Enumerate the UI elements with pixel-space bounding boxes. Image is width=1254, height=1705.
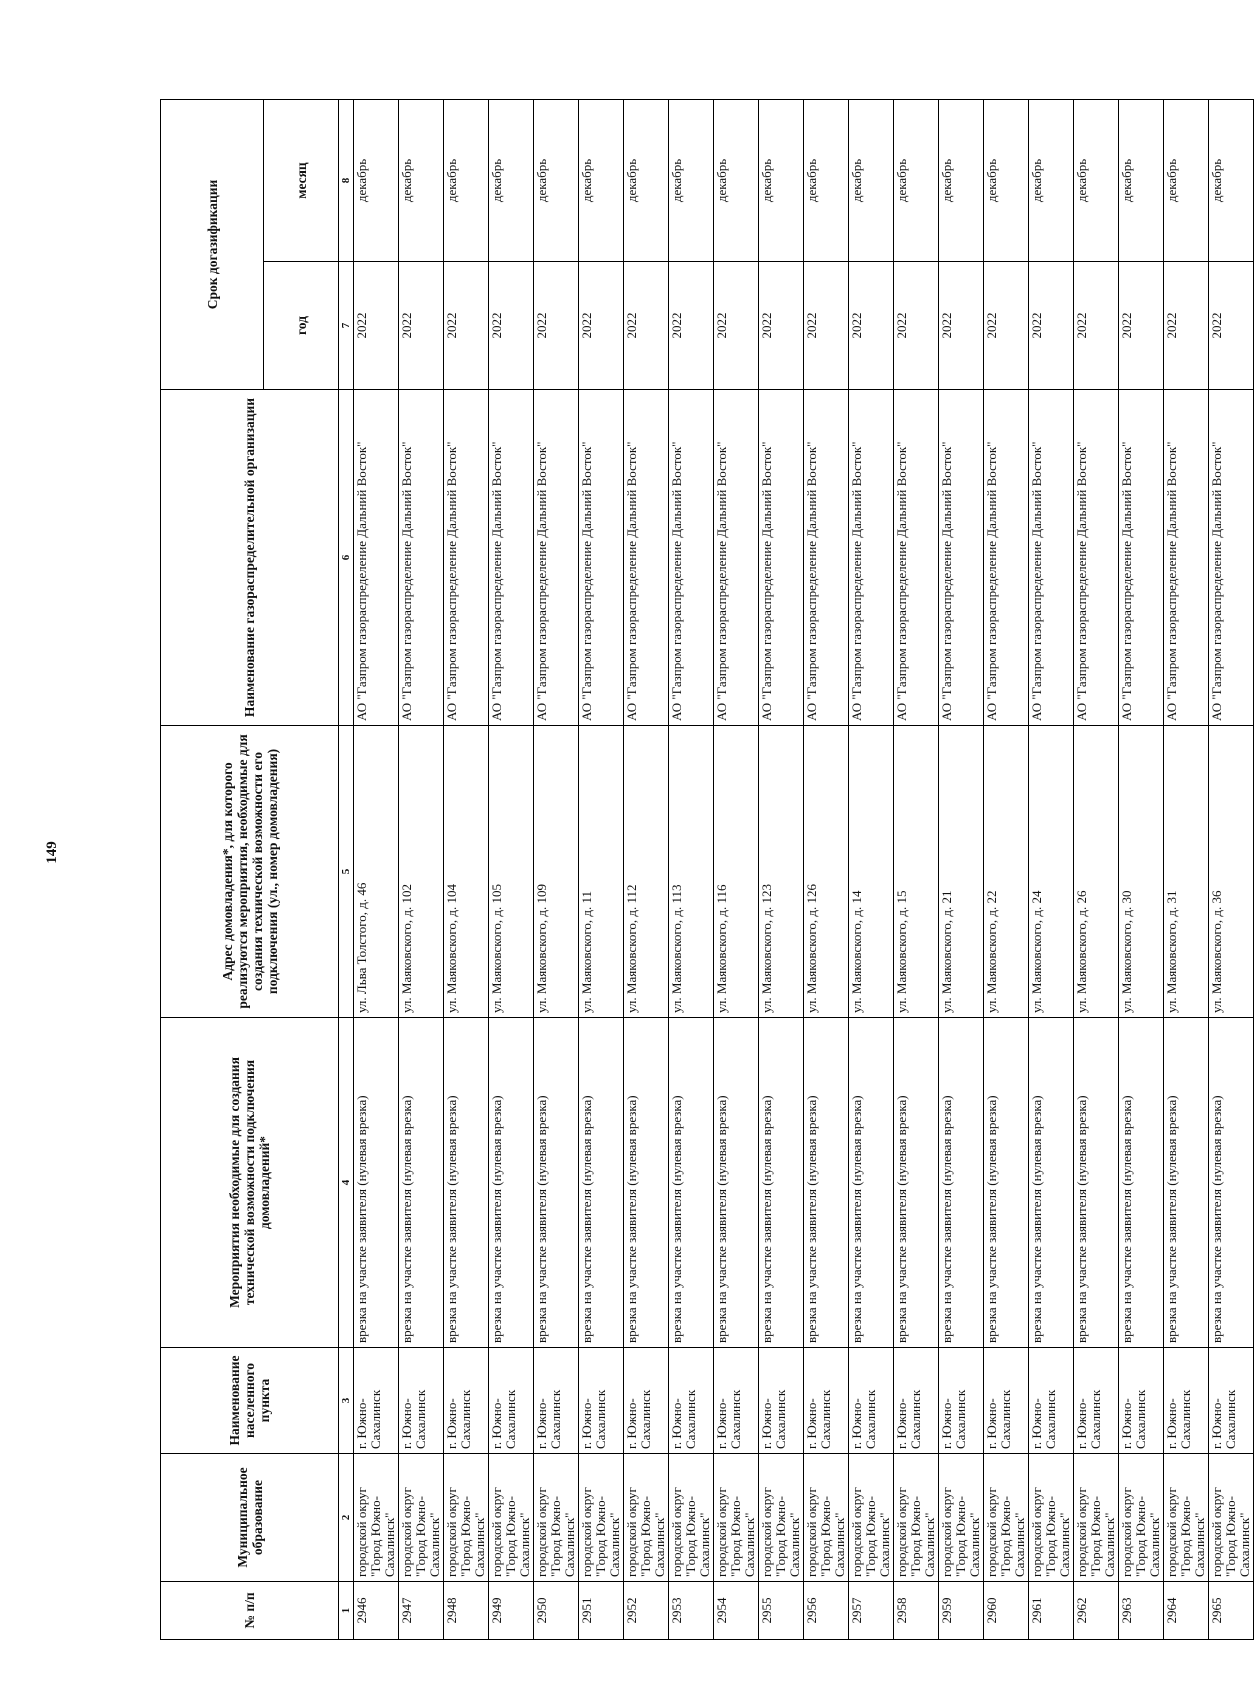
cell-address: ул. Маяковского, д. 113 [669,726,714,1018]
table-row [489,99,534,1639]
cell-gdo: АО "Газпром газораспределение Дальний Восток" [354,390,399,726]
cell-settlement: г. Южно-Сахалинск [804,1348,849,1454]
cell-num: 2960 [984,1582,1029,1640]
table-row [894,99,939,1639]
cell-num: 2951 [579,1582,624,1640]
cell-settlement: г. Южно-Сахалинск [1029,1348,1074,1454]
cell-month: декабрь [354,99,399,261]
cell-month: декабрь [1029,99,1074,261]
cell-address: ул. Маяковского, д. 31 [1164,726,1209,1018]
cell-year: 2022 [939,262,984,390]
cell-month: декабрь [669,99,714,261]
cell-settlement: г. Южно-Сахалинск [354,1348,399,1454]
cell-settlement: г. Южно-Сахалинск [759,1348,804,1454]
cell-gdo: АО "Газпром газораспределение Дальний Восток" [849,390,894,726]
cell-num: 2958 [894,1582,939,1640]
cell-municipality: городской округ "Город Южно-Сахалинск" [1074,1454,1119,1582]
cell-measures: врезка на участке заявителя (нулевая врезка) [804,1018,849,1348]
col-number: 7 [339,262,354,390]
table-row [534,99,579,1639]
cell-num: 2954 [714,1582,759,1640]
cell-num: 2956 [804,1582,849,1640]
cell-num: 2961 [1029,1582,1074,1640]
page-number [36,0,68,1705]
table-body [354,99,1254,1639]
column-number-row [339,99,354,1639]
cell-month: декабрь [849,99,894,261]
cell-num: 2962 [1074,1582,1119,1640]
cell-month: декабрь [489,99,534,261]
gasification-table [160,99,1254,1640]
cell-settlement: г. Южно-Сахалинск [534,1348,579,1454]
cell-municipality: городской округ "Город Южно-Сахалинск" [354,1454,399,1582]
header-year: год [264,262,339,390]
cell-address: ул. Маяковского, д. 15 [894,726,939,1018]
cell-year: 2022 [849,262,894,390]
cell-month: декабрь [579,99,624,261]
cell-address: ул. Маяковского, д. 109 [534,726,579,1018]
cell-num: 2946 [354,1582,399,1640]
cell-year: 2022 [579,262,624,390]
cell-year: 2022 [1209,262,1254,390]
cell-measures: врезка на участке заявителя (нулевая врезка) [759,1018,804,1348]
table-row [939,99,984,1639]
cell-municipality: городской округ "Город Южно-Сахалинск" [399,1454,444,1582]
cell-settlement: г. Южно-Сахалинск [849,1348,894,1454]
cell-municipality: городской округ "Город Южно-Сахалинск" [894,1454,939,1582]
cell-year: 2022 [1029,262,1074,390]
table-row [399,99,444,1639]
cell-year: 2022 [399,262,444,390]
cell-num: 2950 [534,1582,579,1640]
cell-settlement: г. Южно-Сахалинск [1119,1348,1164,1454]
cell-address: ул. Маяковского, д. 21 [939,726,984,1018]
header-gdo: Наименование газораспределительной организации [161,390,339,726]
cell-settlement: г. Южно-Сахалинск [489,1348,534,1454]
cell-year: 2022 [714,262,759,390]
cell-measures: врезка на участке заявителя (нулевая врезка) [1209,1018,1254,1348]
cell-settlement: г. Южно-Сахалинск [624,1348,669,1454]
cell-gdo: АО "Газпром газораспределение Дальний Восток" [489,390,534,726]
cell-measures: врезка на участке заявителя (нулевая врезка) [579,1018,624,1348]
cell-month: декабрь [1074,99,1119,261]
cell-address: ул. Маяковского, д. 112 [624,726,669,1018]
cell-settlement: г. Южно-Сахалинск [939,1348,984,1454]
cell-municipality: городской округ "Город Южно-Сахалинск" [579,1454,624,1582]
cell-address: ул. Маяковского, д. 102 [399,726,444,1018]
col-number: 4 [339,1018,354,1348]
cell-municipality: городской округ "Город Южно-Сахалинск" [489,1454,534,1582]
col-number: 8 [339,99,354,261]
table-row [759,99,804,1639]
cell-num: 2964 [1164,1582,1209,1640]
header-measures: Мероприятия необходимые для создания технической возможности подключения домовладений* [161,1018,339,1348]
cell-gdo: АО "Газпром газораспределение Дальний Восток" [579,390,624,726]
cell-gdo: АО "Газпром газораспределение Дальний Восток" [669,390,714,726]
cell-gdo: АО "Газпром газораспределение Дальний Восток" [534,390,579,726]
cell-month: декабрь [444,99,489,261]
cell-gdo: АО "Газпром газораспределение Дальний Восток" [1164,390,1209,726]
cell-num: 2948 [444,1582,489,1640]
cell-month: декабрь [399,99,444,261]
cell-month: декабрь [939,99,984,261]
cell-settlement: г. Южно-Сахалинск [1209,1348,1254,1454]
cell-municipality: городской округ "Город Южно-Сахалинск" [1209,1454,1254,1582]
cell-settlement: г. Южно-Сахалинск [579,1348,624,1454]
cell-year: 2022 [489,262,534,390]
cell-address: ул. Маяковского, д. 104 [444,726,489,1018]
cell-gdo: АО "Газпром газораспределение Дальний Восток" [894,390,939,726]
cell-year: 2022 [354,262,399,390]
cell-year: 2022 [444,262,489,390]
table-row [1164,99,1209,1639]
table-row [714,99,759,1639]
header-address: Адрес домовладения*, для которого реализуются мероприятия, необходимые для создания технической возможности его подключения (ул., номер домовладения) [161,726,339,1018]
cell-num: 2953 [669,1582,714,1640]
cell-municipality: городской округ "Город Южно-Сахалинск" [1164,1454,1209,1582]
cell-measures: врезка на участке заявителя (нулевая врезка) [849,1018,894,1348]
cell-settlement: г. Южно-Сахалинск [984,1348,1029,1454]
cell-municipality: городской округ "Город Южно-Сахалинск" [759,1454,804,1582]
cell-month: декабрь [894,99,939,261]
cell-municipality: городской округ "Город Южно-Сахалинск" [534,1454,579,1582]
cell-settlement: г. Южно-Сахалинск [714,1348,759,1454]
cell-num: 2957 [849,1582,894,1640]
cell-measures: врезка на участке заявителя (нулевая врезка) [1164,1018,1209,1348]
cell-address: ул. Маяковского, д. 123 [759,726,804,1018]
cell-year: 2022 [894,262,939,390]
header-month: месяц [264,99,339,261]
cell-gdo: АО "Газпром газораспределение Дальний Восток" [1209,390,1254,726]
cell-year: 2022 [669,262,714,390]
header-deadline: Срок догазификации [161,99,264,389]
cell-month: декабрь [624,99,669,261]
cell-month: декабрь [1164,99,1209,261]
cell-month: декабрь [534,99,579,261]
cell-gdo: АО "Газпром газораспределение Дальний Восток" [624,390,669,726]
cell-address: ул. Маяковского, д. 26 [1074,726,1119,1018]
table-header [161,99,354,1639]
cell-year: 2022 [1074,262,1119,390]
cell-gdo: АО "Газпром газораспределение Дальний Восток" [804,390,849,726]
table-row [849,99,894,1639]
cell-measures: врезка на участке заявителя (нулевая врезка) [939,1018,984,1348]
cell-year: 2022 [759,262,804,390]
cell-gdo: АО "Газпром газораспределение Дальний Восток" [1074,390,1119,726]
cell-num: 2963 [1119,1582,1164,1640]
cell-address: ул. Маяковского, д. 116 [714,726,759,1018]
table-row [1119,99,1164,1639]
cell-gdo: АО "Газпром газораспределение Дальний Восток" [1119,390,1164,726]
header-municipality: Муниципальное образование [161,1454,339,1582]
cell-gdo: АО "Газпром газораспределение Дальний Восток" [984,390,1029,726]
cell-year: 2022 [534,262,579,390]
cell-municipality: городской округ "Город Южно-Сахалинск" [849,1454,894,1582]
cell-gdo: АО "Газпром газораспределение Дальний Восток" [399,390,444,726]
cell-month: декабрь [1209,99,1254,261]
cell-month: декабрь [759,99,804,261]
cell-address: ул. Маяковского, д. 36 [1209,726,1254,1018]
cell-municipality: городской округ "Город Южно-Сахалинск" [984,1454,1029,1582]
cell-measures: врезка на участке заявителя (нулевая врезка) [984,1018,1029,1348]
page-number-text: 149 [43,841,60,864]
col-number: 3 [339,1348,354,1454]
cell-address: ул. Маяковского, д. 30 [1119,726,1164,1018]
cell-address: ул. Маяковского, д. 11 [579,726,624,1018]
header-settlement: Наименование населенного пункта [161,1348,339,1454]
table-row [444,99,489,1639]
cell-gdo: АО "Газпром газораспределение Дальний Восток" [444,390,489,726]
col-number: 6 [339,390,354,726]
table-row [984,99,1029,1639]
cell-settlement: г. Южно-Сахалинск [1164,1348,1209,1454]
cell-measures: врезка на участке заявителя (нулевая врезка) [1074,1018,1119,1348]
table-row [804,99,849,1639]
cell-num: 2947 [399,1582,444,1640]
cell-municipality: городской округ "Город Южно-Сахалинск" [1119,1454,1164,1582]
cell-measures: врезка на участке заявителя (нулевая врезка) [1119,1018,1164,1348]
col-number: 1 [339,1582,354,1640]
cell-measures: врезка на участке заявителя (нулевая врезка) [444,1018,489,1348]
cell-num: 2955 [759,1582,804,1640]
cell-num: 2949 [489,1582,534,1640]
cell-measures: врезка на участке заявителя (нулевая врезка) [714,1018,759,1348]
cell-measures: врезка на участке заявителя (нулевая врезка) [534,1018,579,1348]
table-row [1209,99,1254,1639]
cell-gdo: АО "Газпром газораспределение Дальний Восток" [759,390,804,726]
col-number: 2 [339,1454,354,1582]
cell-num: 2952 [624,1582,669,1640]
cell-municipality: городской округ "Город Южно-Сахалинск" [1029,1454,1074,1582]
cell-municipality: городской округ "Город Южно-Сахалинск" [444,1454,489,1582]
cell-municipality: городской округ "Город Южно-Сахалинск" [669,1454,714,1582]
cell-year: 2022 [804,262,849,390]
cell-settlement: г. Южно-Сахалинск [894,1348,939,1454]
cell-month: декабрь [804,99,849,261]
cell-month: декабрь [984,99,1029,261]
cell-address: ул. Маяковского, д. 126 [804,726,849,1018]
table-row [1029,99,1074,1639]
header-num: № п/п [161,1582,339,1640]
cell-settlement: г. Южно-Сахалинск [444,1348,489,1454]
cell-gdo: АО "Газпром газораспределение Дальний Восток" [1029,390,1074,726]
cell-year: 2022 [624,262,669,390]
cell-address: ул. Льва Толстого, д. 46 [354,726,399,1018]
cell-municipality: городской округ "Город Южно-Сахалинск" [939,1454,984,1582]
cell-num: 2959 [939,1582,984,1640]
cell-municipality: городской округ "Город Южно-Сахалинск" [624,1454,669,1582]
cell-year: 2022 [984,262,1029,390]
cell-num: 2965 [1209,1582,1254,1640]
cell-measures: врезка на участке заявителя (нулевая врезка) [354,1018,399,1348]
cell-settlement: г. Южно-Сахалинск [399,1348,444,1454]
cell-measures: врезка на участке заявителя (нулевая врезка) [894,1018,939,1348]
table-row [354,99,399,1639]
table-row [669,99,714,1639]
cell-month: декабрь [714,99,759,261]
cell-gdo: АО "Газпром газораспределение Дальний Восток" [714,390,759,726]
cell-year: 2022 [1164,262,1209,390]
cell-measures: врезка на участке заявителя (нулевая врезка) [399,1018,444,1348]
cell-measures: врезка на участке заявителя (нулевая врезка) [1029,1018,1074,1348]
header-row [161,99,264,1639]
cell-settlement: г. Южно-Сахалинск [669,1348,714,1454]
table-row [624,99,669,1639]
cell-address: ул. Маяковского, д. 24 [1029,726,1074,1018]
cell-municipality: городской округ "Город Южно-Сахалинск" [804,1454,849,1582]
cell-year: 2022 [1119,262,1164,390]
cell-municipality: городской округ "Город Южно-Сахалинск" [714,1454,759,1582]
col-number: 5 [339,726,354,1018]
cell-measures: врезка на участке заявителя (нулевая врезка) [489,1018,534,1348]
cell-address: ул. Маяковского, д. 22 [984,726,1029,1018]
cell-address: ул. Маяковского, д. 14 [849,726,894,1018]
table-container [160,100,1252,1640]
table-row [579,99,624,1639]
cell-month: декабрь [1119,99,1164,261]
cell-address: ул. Маяковского, д. 105 [489,726,534,1018]
cell-settlement: г. Южно-Сахалинск [1074,1348,1119,1454]
cell-gdo: АО "Газпром газораспределение Дальний Восток" [939,390,984,726]
table-row [1074,99,1119,1639]
cell-measures: врезка на участке заявителя (нулевая врезка) [624,1018,669,1348]
cell-measures: врезка на участке заявителя (нулевая врезка) [669,1018,714,1348]
